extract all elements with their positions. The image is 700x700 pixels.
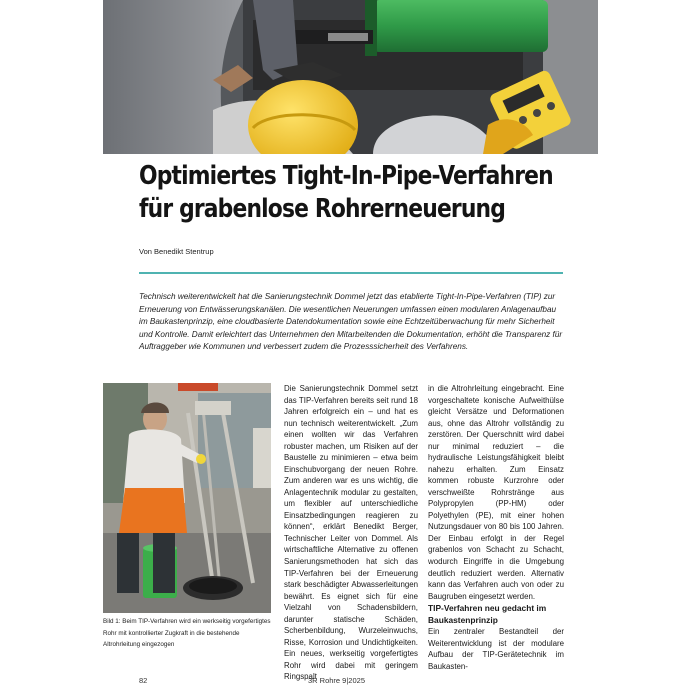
body-column-2 (284, 383, 418, 683)
header-photo-illustration (103, 0, 598, 154)
title-line-2: für grabenlose Rohrerneuerung (139, 194, 506, 224)
accent-rule (139, 272, 563, 274)
subheading-line-1: TIP-Verfahren neu gedacht im (428, 603, 547, 614)
article-title (139, 160, 553, 226)
magazine-issue: 3R Rohre 9|2025 (308, 676, 365, 685)
subheading-line-2: Baukastenprinzip (428, 614, 498, 625)
magazine-page (103, 0, 598, 700)
body-paragraph: in die Altrohrleitung eingebracht. Eine vorgeschaltete konische Aufweithülse gleicht Versätze und Deformationen aus, ohne das Altrohr vollständig zu zerstören. Der Querschnitt wird dabei nur minimal reduziert – die hydraulische Leistungsfähigkeit bleibt nahezu erhalten. Zum Einsatz kommen robuste Kurzrohre oder verschweißte Rohrstränge aus Polypropylen (PP-HM) oder Polyethylen (PE), mit einer hohen Nutzungsdauer von 80 bis 100 Jahren. Der Einbau erfolgt in der Regel grabenlos von Schacht zu Schacht, wodurch Eingriffe in die Umgebung deutlich reduziert werden. Alternativ kann das Verfahren auch von oder zu Baugruben eingesetzt werden. (428, 384, 564, 601)
title-line-1: Optimiertes Tight-In-Pipe-Verfahren (139, 161, 553, 191)
section-subheading (428, 603, 564, 626)
worker-photo-illustration (103, 383, 271, 613)
header-photo (103, 0, 598, 154)
body-column-3 (428, 383, 564, 672)
byline: Von Benedikt Stentrup (139, 247, 214, 256)
worker-photo (103, 383, 271, 613)
body-paragraph: Die Sanierungstechnik Dommel setzt das TIP-Verfahren bereits seit rund 18 Jahren erfolgreich ein – und hat es nun technisch weiterentwickelt. „Zum einen wollten wir das Verfahren robuster machen, um Risiken auf der Baustelle zu minimieren – etwa beim Einschubvorgang der neuen Rohre. Zum anderen war es uns wichtig, die Anlagentechnik modular zu gestalten, um flexibler auf unterschiedliche Einsatzbedingungen reagieren zu können“, erklärt Benedikt Berger, Technischer Leiter von Dommel. Als wirtschaftliche Alternative zu offenen Sanierungsmethoden hat sich das TIP-Verfahren bei der Erneuerung stark beschädigter Abwasserleitungen bewährt. Es eignet sich für eine Vielzahl von Schadensbildern, darunter statische Schäden, Scherbenbildung, Wurzeleinwuchs, Risse, Korrosion und Undichtigkeiten. Ein neues, werkseitig vorgefertigtes Rohr wird dabei mit geringem Ringspalt (284, 384, 418, 682)
body-paragraph: Ein zentraler Bestandteil der Weiterentwicklung ist der modulare Aufbau der TIP-Gerätetechnik im Baukasten- (428, 627, 564, 671)
page-number: 82 (139, 676, 148, 685)
photo-caption: Bild 1: Beim TIP-Verfahren wird ein werkseitig vorgefertigtes Rohr mit kontrollierter Zugkraft in die bestehende Altrohrleitung eingezogen (103, 618, 271, 649)
lead-paragraph: Technisch weiterentwickelt hat die Sanierungstechnik Dommel jetzt das etablierte Tight-In-Pipe-Verfahren (TIP) zur Erneuerung von Entwässerungskanälen. Die wesentlichen Neuerungen umfassen einen modularen Anlagenaufbau im Baukastenprinzip, eine cloudbasierte Datendokumentation sowie eine Echtzeitüberwachung für mehr Sicherheit und Kontrolle. Damit erleichtert das Unternehmen den Mitarbeitenden die Dokumentation, erhöht die Transparenz für Auftraggeber wie Kommunen und verbessert zudem die Prozesssicherheit des Verfahrens. (139, 292, 563, 351)
